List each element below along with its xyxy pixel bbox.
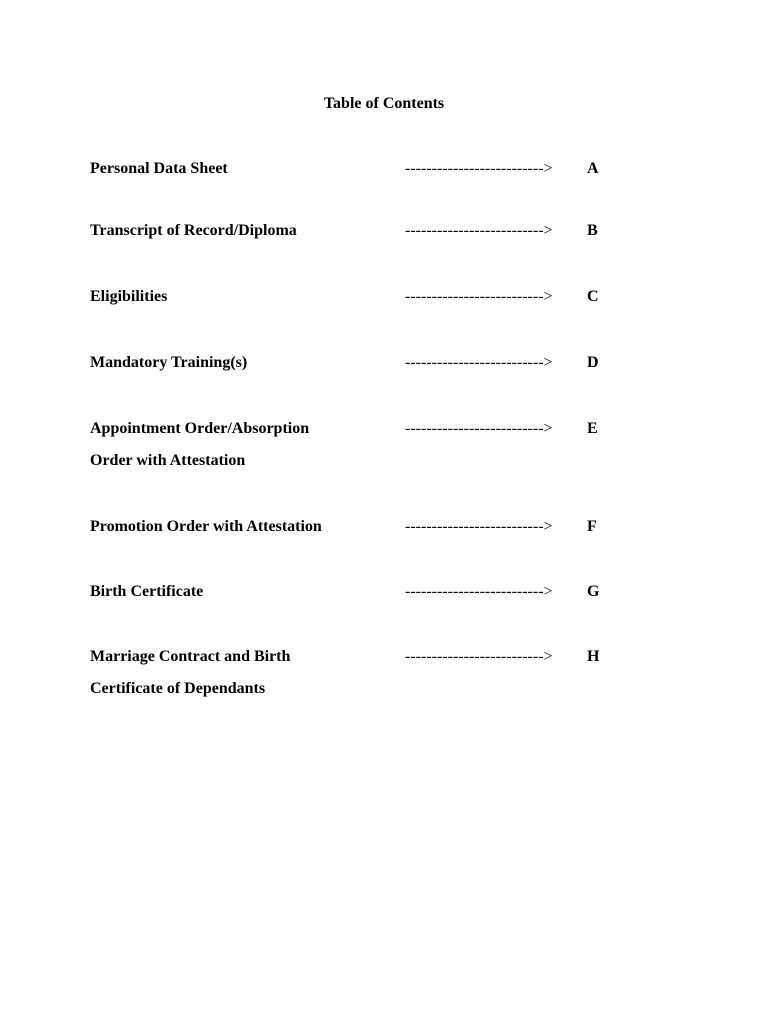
toc-entry-letter: G	[587, 583, 600, 600]
toc-entry-label-line: Mandatory Training(s)	[90, 354, 248, 371]
toc-leader: -------------------------->	[405, 420, 553, 437]
toc-leader: -------------------------->	[405, 160, 553, 177]
toc-entry-label	[90, 153, 390, 185]
toc-entry-letter: E	[587, 420, 598, 437]
toc-entry-letter: F	[587, 518, 597, 535]
toc-entry-label	[90, 511, 390, 543]
toc-entry-letter: H	[587, 648, 600, 665]
toc-entry-label-line: Certificate of Dependants	[90, 680, 266, 697]
toc-leader: -------------------------->	[405, 288, 553, 305]
toc-entry-label	[90, 347, 390, 379]
toc-entry-letter: B	[587, 222, 598, 239]
toc-entry-letter: C	[587, 288, 599, 305]
toc-entry-label	[90, 576, 390, 608]
page-title: Table of Contents	[323, 95, 445, 112]
toc-leader: -------------------------->	[405, 648, 553, 665]
toc-entry-label-line: Birth Certificate	[90, 583, 204, 600]
toc-leader: -------------------------->	[405, 354, 553, 371]
toc-entry-label	[90, 281, 390, 313]
toc-leader: -------------------------->	[405, 222, 553, 239]
toc-entry-label-line: Promotion Order with Attestation	[90, 518, 322, 535]
toc-entry-label-line: Personal Data Sheet	[90, 160, 228, 177]
toc-entry-letter: D	[587, 354, 599, 371]
toc-leader: -------------------------->	[405, 583, 553, 600]
toc-entry-label-line: Eligibilities	[90, 288, 168, 305]
toc-entry-label-line: Marriage Contract and Birth	[90, 648, 291, 665]
toc-entry-label-line: Transcript of Record/Diploma	[90, 222, 297, 239]
toc-leader: -------------------------->	[405, 518, 553, 535]
toc-entry-label	[90, 413, 390, 477]
toc-entry-label-line: Order with Attestation	[90, 452, 246, 469]
toc-entry-letter: A	[587, 160, 599, 177]
toc-entry-label-line: Appointment Order/Absorption	[90, 420, 310, 437]
toc-entry-label	[90, 641, 390, 705]
toc-entry-label	[90, 215, 390, 247]
